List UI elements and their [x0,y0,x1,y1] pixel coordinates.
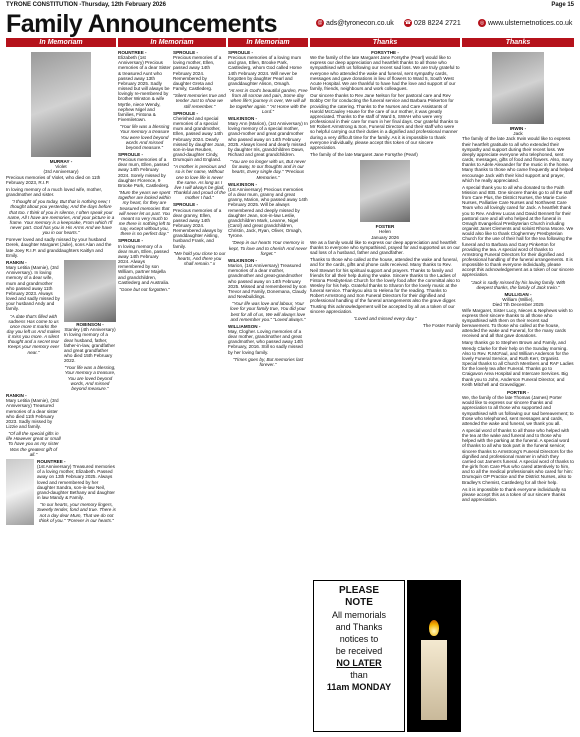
notice-text: Thanks to those who called at the house, attended the wake and funeral, and for the cards, gifts and phone calls received. Many thanks to Rev. Neil Stewart for his spiritual support and prayers. Thanks to family and friends for all their help during the wake. Sincere thanks to the Ladies of Fintona Presbyterian Church for the lovely food after the committal also to Wesley for his help. Grateful thanks to Sharon for the lovely music at the funeral service. Thankyou also to Helena for the reading. Thanks to Robert Armstrong and Son Funeral Directors for their dignified and professional handling of the funeral arrangements also the grave digger. Trusting this acknowledgement will be accepted by all as a token of our sincere appreciation. [310,257,460,314]
section-bar-thanks-1: Thanks [310,38,460,47]
photo-robinson [64,260,116,322]
photo-irwin [492,52,544,124]
notice-verse: "At rest in God's beautiful garden, Free from all sorrow and pain, Some day when life's journey is over, We will all be together again." "At Home with the Lord." [228,88,308,114]
notice-verse: "Your life was a blessing, Your memory a treasure, You are loved beyond words, And missed beyond measure." [64,365,116,391]
section-bar-in-memoriam-3: In Memoriam [228,38,308,47]
notice-name: WILKINSON - [228,115,258,121]
notice-subtitle: Helen [378,229,391,235]
phone-icon: ☎ [404,20,412,27]
notice-name: SPROULE - [228,50,254,55]
email-contact[interactable] [316,19,394,29]
notice-text: We, the family of the late Thomas (James) Porter would like to express our sincere thanks and appreciation to all those who supported and sympathised with us following our sad bereavement; to those who telephoned, sent messages and cards, attended the wake and funeral, we thank you all. [462,395,574,426]
notice-verse: "Silent memories true and tender Just to show we still remember." [173,93,226,109]
notice-subtitle: January 2026 [371,234,399,240]
notice-name: RANKIN - [6,393,27,399]
candle-wax [421,640,447,720]
notice-text: A special word of thanks to all those who helped with the tea at the wake and funeral and to those who helped with the parking at the funeral. A special word of thanks to all who took part in the funeral service; sincere thanks to Armstrong's Funeral Directors for the dignified and professional manner in which they carried out James's funeral. A special word of thanks to the girls from Care Plus who cared attentively to him, and to all the medical professionals who cared for him: Drumquin GP Practice and the District Nurses, also to Bradley's Chemist, Castlederg for all their help. [462,427,574,485]
notice-text: Our sincere thanks to Rev Jane Nelson for her pastoral care and Rev Bobby Orr for conducting the funeral service and Barbara Pinkerton for providing the catering. Thanks to the Nurses and Care Assistants of Harold McCauley House for the care of our mother, it was greatly appreciated. Thanks to the staff of Ward 5, SWAH who were very professional in their care for mum in her final days. Our grateful thanks to Mr Robert Armstrong & Son, Funeral Directors and their staff who were so helpful carrying out their duties in a dignified and professional manner during a very difficult time for the family. As it is impossible to thank everyone individually, please accept this token of our sincere appreciation. [310,93,459,150]
notice-name: SPROULE - [173,202,199,208]
notice-text: In loving memory of a much loved wife, mother, grandmother and sister. [6,186,102,198]
photo-foster [360,160,410,222]
section-bar-in-memoriam-1: In Memoriam [6,38,116,47]
web-contact[interactable] [478,19,572,29]
page-title: Family Announcements [6,10,278,38]
notice-subtitle: Jack [513,131,523,137]
page-number: Page 15 [551,2,574,8]
notice-text: The family of the late Jack Irwin would like to express their heartfelt gratitude to all who extended their sympathy and support during their recent loss. We deeply appreciate everyone who telephoned, sent cards, messages, gifts of food and flowers. Also, many thanks to Adele Alexander for the music in the home. Many thanks to those who came frequently and helped encourage Jack with their kind support and prayer, which he really appreciated. [462,136,574,183]
notice-verse: "A date that's filled with sadness Has come to us once more It marks the day you left us And makes it miss you more. A silent thought and a secret tear Keeps your memory ever near." [6,313,61,355]
column-in-memoriam-2 [118,50,171,735]
notice-name: SPROULE - [118,238,144,244]
notice-verse: "You are no longer with us, But never far away, In our thoughts and in our hearts, Every single day." "Precious Memories." [230,159,306,180]
notice-name: SPROULE - [118,151,144,157]
notice-text: Precious memories of a loving mum and gran, Ellen, Brooke Park, Castlederg, whom God called Home 14th February 2024. Will never be forgotten by daughter Pearl and granddaughter Alison, Omagh. [228,55,302,86]
notice-text: We as a family would like to express our deep appreciation and heartfelt thanks to everyone who sympathised, prayed for and supported us on our sad loss of a husband, father and grandfather. [310,239,460,256]
notice-name: FOSTER [375,224,395,230]
notice-verse: "Times goes by, But memories last forever." [232,356,304,367]
notice-text: Mary Ann (Marion), (1st Anniversary) In loving memory of a special mother, grand-mother and great grandmother who passed away on 14th February 2025. Always loved and dearly missed by daughter Iris, grandchildren Dawn, Richard and great grandchildren. [228,121,308,157]
please-note-line: NO LATER [336,658,382,668]
notice-text: Cherished and special memories of a special mum and grandmother, Ellen, passed away 14th February 2024. Dearly missed by daughter Joan, son-in-law Reuben, grand-daughter Cindy, Drumquin and England. [173,115,226,163]
phone-text: 028 8224 2721 [414,20,461,27]
column-in-memoriam-1 [6,50,116,735]
email-text: ads@tyronecon.co.uk [326,20,394,27]
notice-text: Elizabeth (1st Anniversary) Precious memories of a dear Sister & treasured Aunt who passed away 13th February 2025. Sadly missed but will always be lovingly re-membered by brother Winston & wife Myrtle, niece Wendy, nephew Nigel and families, Fintona & Fivemiletown. [118,55,171,123]
notice-name: FORSYTHE - [371,50,399,55]
web-text: www.ulsternetnotices.co.uk [488,20,573,27]
notice-name: PORTER - [507,389,529,395]
notice-verse: "Jack is sadly missed by his loving family. With deepest thanks, the family of Jack Irwin." [470,279,566,290]
please-note-box [313,580,405,732]
notice-name: SPROULE - [173,50,199,55]
column-thanks-2 [462,50,574,735]
notice-name: SPROULE - [173,110,199,116]
please-note-line: All memorials [331,610,386,620]
notice-text: In loving memory of a dear husband, father, father-in-law, grandfather and great grandfather who died 15th February 2022. [64,332,116,364]
candle-image [407,580,461,732]
notice-signature: The family of the late Margaret Jane Forsythe (Pearl) [310,151,418,157]
notice-text: Precious memories of a loving mother, Ellen, passed away 14th February 2024. Remembered by daughter Greta and Family, Castlederg. [173,55,222,92]
notice-text: Mary Letitia (Mamie), (3rd Anniversary). In loving memory of a dear wife, mum and grandmother who passed away 11th February 2023. Always loved and sadly missed by your husband Andy and family. [6,265,60,312]
notice-verse: "I thought of you today, But that is nothing new; I thought about you yesterday, And the days before that too. I think of you in silence, I often speak your name, All I have are memories, And your picture in a frame. Your memory is a keepsake, From which I'll never part. God has you in His Arms And we have you in our hearts." [7,199,115,236]
notice-verse: "Gone but not forgotten." [119,286,170,292]
please-note-line: and Thanks [335,622,383,632]
notice-subtitle: (3rd Anniversary) [43,169,79,175]
notice-name: IRWIN - [509,126,527,131]
notice-verse: "Loved and missed every day." [353,315,417,321]
notice-name: RANKIN - [6,259,27,265]
candle-flame [429,620,439,636]
notice-text: Mary Letitia (Mamie), (3rd Anniversary) Treasured memories of a dear sister who died 11th February 2023. Sadly missed by Lizzie and family. [6,398,59,430]
notice-subtitle: Died 7th December 2025 [492,302,544,308]
notice-text: Marion, (1st Anniversary) Treasured memories of a dear mother, grandmother and great-grandmother who passed away on 14th February 2025. Missed and remembered by son Trevor and Family, Donemana, Claudy and Newbuildings. [228,263,307,300]
header [6,10,574,38]
publication-date: TYRONE CONSTITUTION -Thursday, 12th February 2026 [6,2,166,8]
notice-text: In loving memory of a dear mum, Ellen, passed away 14th February 2024. Always remembered by son William, partner Majella and grandchildren, Castlederg and Australia. [118,243,170,285]
notice-verse: "Mum the years we spent together are locked within my heart, for they are treasured memories that will never let us part. You meant so very much to me there is nothing left to say, except without you, there is no perfect day." [118,190,171,237]
notice-text: (1st Anniversary) Treasured memories of a loving mother, Elizabeth. Passed away on 13th February 2025. Always loved and remembered by her daughter Sandra, son-in-law Neil, grand-daughter Bethany and daughter in law Mandy & Family. [37,464,115,501]
notice-text: (1st Anniversary) Precious memories of a dear mum, granny and great granny, Marion, who passed away 14th February 2025. Will be always remembered and deeply missed by daughter Jean, son-in-law Leslie, grandchildren Mark, Leanne, Nigel (Carol) and great grandchildren, Christin, Jack, Ryan, Oliver, Omagh, Tyrone. [228,186,308,239]
email-icon: @ [317,20,323,27]
section-bar-thanks-2: Thanks [462,38,574,47]
notice-verse: "In our hearts, your memory lingers, Sweetly tender, fond and true. There is not a day dear Mum, That we do not think of you." "Forever in our hearts." [37,502,116,523]
notice-text: Precious memories of a dear granny, Ellen, passed away 14th February 2024. Remembered always by granddaughter Aisling, husband Frank, and family. [173,207,223,249]
notice-subtitle: Stanley (4th Anniversary) [64,327,116,333]
notice-text: Wife Margaret, Sister Lucy, Nieces & Nephews wish to express their sincere thanks to all those who sympathised with them on their recent sad bereavement. To those who called at the house, attended the wake and Funeral, for the many cards received and all that gave donations. [462,307,573,339]
column-thanks-1 [310,50,460,575]
notice-text: Precious memories of a dear mum, Ellen, passed away 14th February 2024. Sorely missed by daughter Florence, 9 Brooke Park, Castlederg. [118,157,170,188]
notice-subtitle: William (Willie), [502,297,534,303]
please-note-heading: NOTE [345,597,373,608]
photo-rountree [6,459,34,525]
notice-name: MURRAY - [49,159,73,164]
please-note-heading: PLEASE [338,585,379,596]
notice-text: Forever loved and sadly missed by your husband Derek, daughter Margaret (Julie), sons Alan and the late Joey R.I.P. and granddaughters Kaitlyn and Emily. [6,237,112,258]
notice-verse: "Your life was a blessing Your memory a treasure You were loved beyond words And missed beyond measure." [119,124,170,150]
notice-name: ROBINSON - [76,321,104,327]
notice-name: WILLIAMSON - [228,323,261,329]
notice-verse: "Your life was love and labour, Your love for your family true, You did your best for all of us, We will always love and remember you." "Loved always." [230,301,306,322]
notice-name: WILKINSON - [228,257,258,263]
notice-name: ROUNTREE - [37,458,66,464]
column-in-memoriam-2b [173,50,226,735]
please-note-line: 11am MONDAY [326,682,392,692]
notice-verse: "Deep in our hearts Your memory is kept, To love and to cherish And never forget." [228,240,308,256]
column-in-memoriam-3 [228,50,308,735]
notice-name: WILKINSON - [228,181,258,187]
notice-name: ROUNTREE - [118,50,147,55]
notice-text: Many thanks go to Stephen Brown and Family, and Wendy Clarke for their help on the Sunday morning. Also to Rev. R.McFaul, and William Anderson for the lovely Funeral Service, and Ruth Kerr, Organist. Special thanks to all Church Members and RAF Ladies for the lovely tea after Funeral. Thanks go to Craigavon Area Hospital and Intercare Services. Big thank you to John, Anderson Funeral Director, and Keith Mitchell and Gravedigger. [462,340,574,387]
notice-name: MULLIGAN - [504,291,532,297]
notice-verse: "Of all the special gifts in life However great or small To have you as my sister Was the greatest gift of all." [6,431,61,457]
notice-verse: "A mother is precious and so is her name, Without one to love life is never the same. As long as I live I will always be glad, Thankful and proud of the mother I had." [173,164,226,201]
notice-text: As it is impossible to thank everyone individually so please accept this as a token of our sincere thanks and appreciation. [462,486,567,503]
notice-verse: "We hold you close to our hearts, And there you shall remain." x [173,250,226,267]
phone-contact[interactable] [404,19,461,29]
please-note-line: be received [335,646,383,656]
notice-subtitle: Violet [55,164,67,170]
notice-signature: The Foster Family [422,323,460,329]
globe-icon: ◎ [479,20,485,27]
section-bar-in-memoriam-2: In Memoriam [118,38,226,47]
please-note-line: than [350,670,368,680]
notice-text: We the family of the late Margaret Jane Forsythe (Pearl) would like to express our deep appreciation and heartfelt thanks to all those who sympathised with us following our recent sad loss. We are truly grateful to everyone who attended the wake and funeral, sent sympathy cards, messages and gave donations in lieu of flowers to Ward 5, South West Acute Hospital. We are thankful to have had the love and support of our family, friends, neighbours and work colleagues. [310,55,460,92]
notice-text: Precious memories of Violet, who died on 11th February 2023, R.I.P. [6,174,101,185]
notice-text: A special thank you to all who donated to the Faith Mission and IEB. One sincere thanks go to all the staff from Care Plus, the District Nurses, the Marie Curie Nurses, Palliative Care Nurses and Northwest Care Team who all lovingly cared for Jack. A heartfelt thank you to Rev. Andrew Lucas and David Bennett for their pastoral care and all who helped at the funeral in Omagh Evangelical Presbyterian Church including organist Janet Clements and soloist Rhona Moore. We would also like to thank Cloghermey Presbyterian Church for the use of their hall for the tea following the funeral and to Barbara and Gary Pinkerton for providing the tea. A special word of thanks to Armstrong Funeral Directors for their dignified and professional handling of the funeral arrangements. It is impossible to thank everyone individually, please accept this acknowledgement as a token of our sincere appreciation. [462,184,574,278]
photo-murray [31,52,91,157]
notice-text: May, Clogher. Loving memories of a dear mother, grandmother and great grandmother, who passed away 14th February, 2016. Still so sadly missed by her loving family. [228,328,304,355]
please-note-line: notices to [339,634,379,644]
